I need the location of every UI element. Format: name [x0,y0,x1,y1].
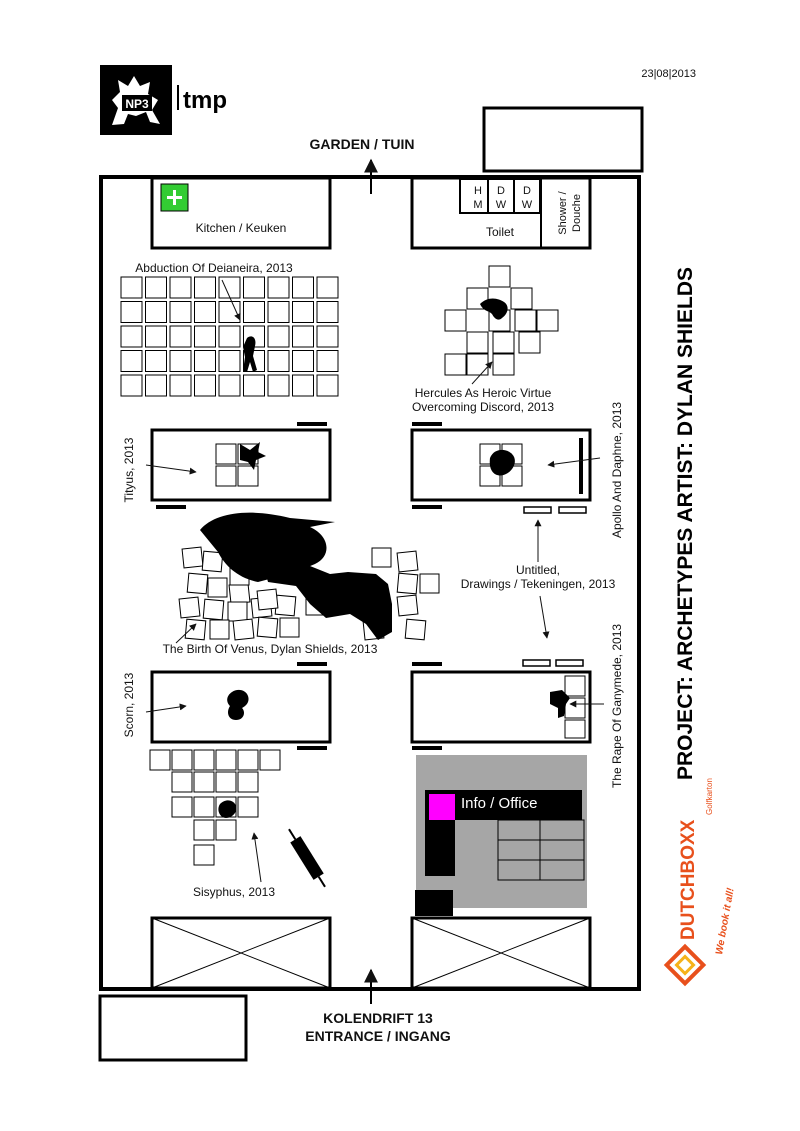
info-marker [429,794,455,820]
floor-tile [195,375,216,396]
entrance-label: ENTRANCE / INGANG [305,1028,451,1044]
floor-tile [146,351,167,372]
logo-text: tmp [183,87,227,114]
floor-tile [182,547,203,568]
info-office [415,755,587,916]
floor-tile [203,599,224,620]
sculpture-hercules [480,299,508,320]
wc-men-label: H [474,185,482,197]
floor-tile [268,326,289,347]
artwork-label-untitled-2: Drawings / Tekeningen, 2013 [460,577,616,591]
floor-tile [146,375,167,396]
info-office-label: Info / Office [461,795,538,812]
sponsor-sub: Golfkarton [705,778,714,815]
floor-tile [170,277,191,298]
kitchen-label: Kitchen / Keuken [195,221,287,235]
sponsor-logo [667,778,737,983]
floor-tile [257,617,278,638]
shower-label: Shower / [557,191,569,235]
floor-tile [317,326,338,347]
floor-tile [187,573,208,594]
entrance-address: KOLENDRIFT 13 [323,1010,433,1026]
tile-grid-sisyphus [150,750,280,865]
floor-tile [185,619,206,640]
artwork-label-venus: The Birth Of Venus, Dylan Shields, 2013 [162,642,378,656]
floor-tile [208,578,227,597]
floor-tile [170,375,191,396]
artwork-label-apollo: Apollo And Daphne, 2013 [610,401,624,539]
floor-tile [219,375,240,396]
plinth-ganymede [412,662,590,750]
toilet-block [412,178,590,248]
floor-tile [293,375,314,396]
floor-tile [317,302,338,323]
floor-tile [293,302,314,323]
tile-grid-hercules [445,266,558,375]
floor-tile [244,277,265,298]
floor-tile [121,326,142,347]
floor-tile [268,277,289,298]
floor-tile [397,573,418,594]
storage-left [152,918,330,988]
floor-tile [219,326,240,347]
floor-tile [372,548,391,567]
artwork-label-untitled: Untitled, [515,563,561,577]
garden-label: GARDEN / TUIN [309,136,415,152]
floor-tile [317,277,338,298]
floor-tile [121,302,142,323]
toilet-label: Toilet [485,225,515,239]
floor-tile [121,375,142,396]
wc-women-label-2: W [495,199,507,211]
floor-tile [210,620,229,639]
floor-tile [268,351,289,372]
floor-tile [275,595,296,616]
wc-women-label: D [497,185,505,197]
artwork-label-abduction: Abduction Of Deianeira, 2013 [135,261,293,275]
floor-tile [244,375,265,396]
sponsor-slogan: We book it all! [714,887,737,956]
floor-tile [146,277,167,298]
sponsor-name: DUTCHBOXX [678,819,699,940]
logo-badge: NP3 [125,97,149,111]
artwork-label-ganymede: The Rape Of Ganymede, 2013 [610,623,624,789]
floor-tile [268,375,289,396]
dutchboxx-mark-icon [667,947,704,984]
shower-label-2: Douche [571,194,583,232]
floor-tile [146,326,167,347]
wc-women2-label: D [523,185,531,197]
arrow-untitled-down [540,596,547,638]
floor-tile [195,302,216,323]
floor-tile [293,277,314,298]
floor-tile [268,302,289,323]
bench [284,826,330,890]
artwork-label-sisyphus: Sisyphus, 2013 [192,885,276,899]
floor-tile [228,602,247,621]
plinth-scorn [152,662,330,750]
floor-tile [219,351,240,372]
artwork-label-hercules-2: Overcoming Discord, 2013 [411,400,555,414]
floor-tile [170,302,191,323]
floor-tile [420,574,439,593]
outdoor-block-bottom [100,996,246,1060]
floor-tile [170,326,191,347]
artwork-label-scorn: Scorn, 2013 [122,672,136,738]
floor-tile [229,583,250,604]
floor-tile [195,277,216,298]
floor-tile [397,595,418,616]
floor-tile [317,375,338,396]
artwork-label-tityus: Tityus, 2013 [122,437,136,503]
np3-logo [100,65,172,135]
floor-tile [280,618,299,637]
plinth-apollo [412,422,590,509]
floor-tile [317,351,338,372]
wc-men-label-2: M [473,199,483,211]
floor-tile [179,597,200,618]
project-title: PROJECT: ARCHETYPES ARTIST: DYLAN SHIELDS [674,267,697,780]
outdoor-block-top [484,108,642,171]
storage-right [412,918,590,988]
artwork-label-hercules: Hercules As Heroic Virtue [414,386,552,400]
floor-tile [121,277,142,298]
tile-grid-abduction [121,277,338,396]
floor-tile [257,589,278,610]
kitchen [152,178,330,248]
floor-tile [397,551,418,572]
plinth-tityus [152,422,330,509]
floor-tile [146,302,167,323]
floor-tile [195,326,216,347]
floor-tile [405,619,426,640]
arrow-sisyphus [254,833,261,882]
floor-tile [121,351,142,372]
floor-tile [233,619,254,640]
floor-tile [293,326,314,347]
floor-tile [293,351,314,372]
wc-women2-label-2: W [521,199,533,211]
floor-tile [195,351,216,372]
floor-tile [170,351,191,372]
date-stamp: 23|08|2013 [641,68,696,80]
floor-tile [244,302,265,323]
